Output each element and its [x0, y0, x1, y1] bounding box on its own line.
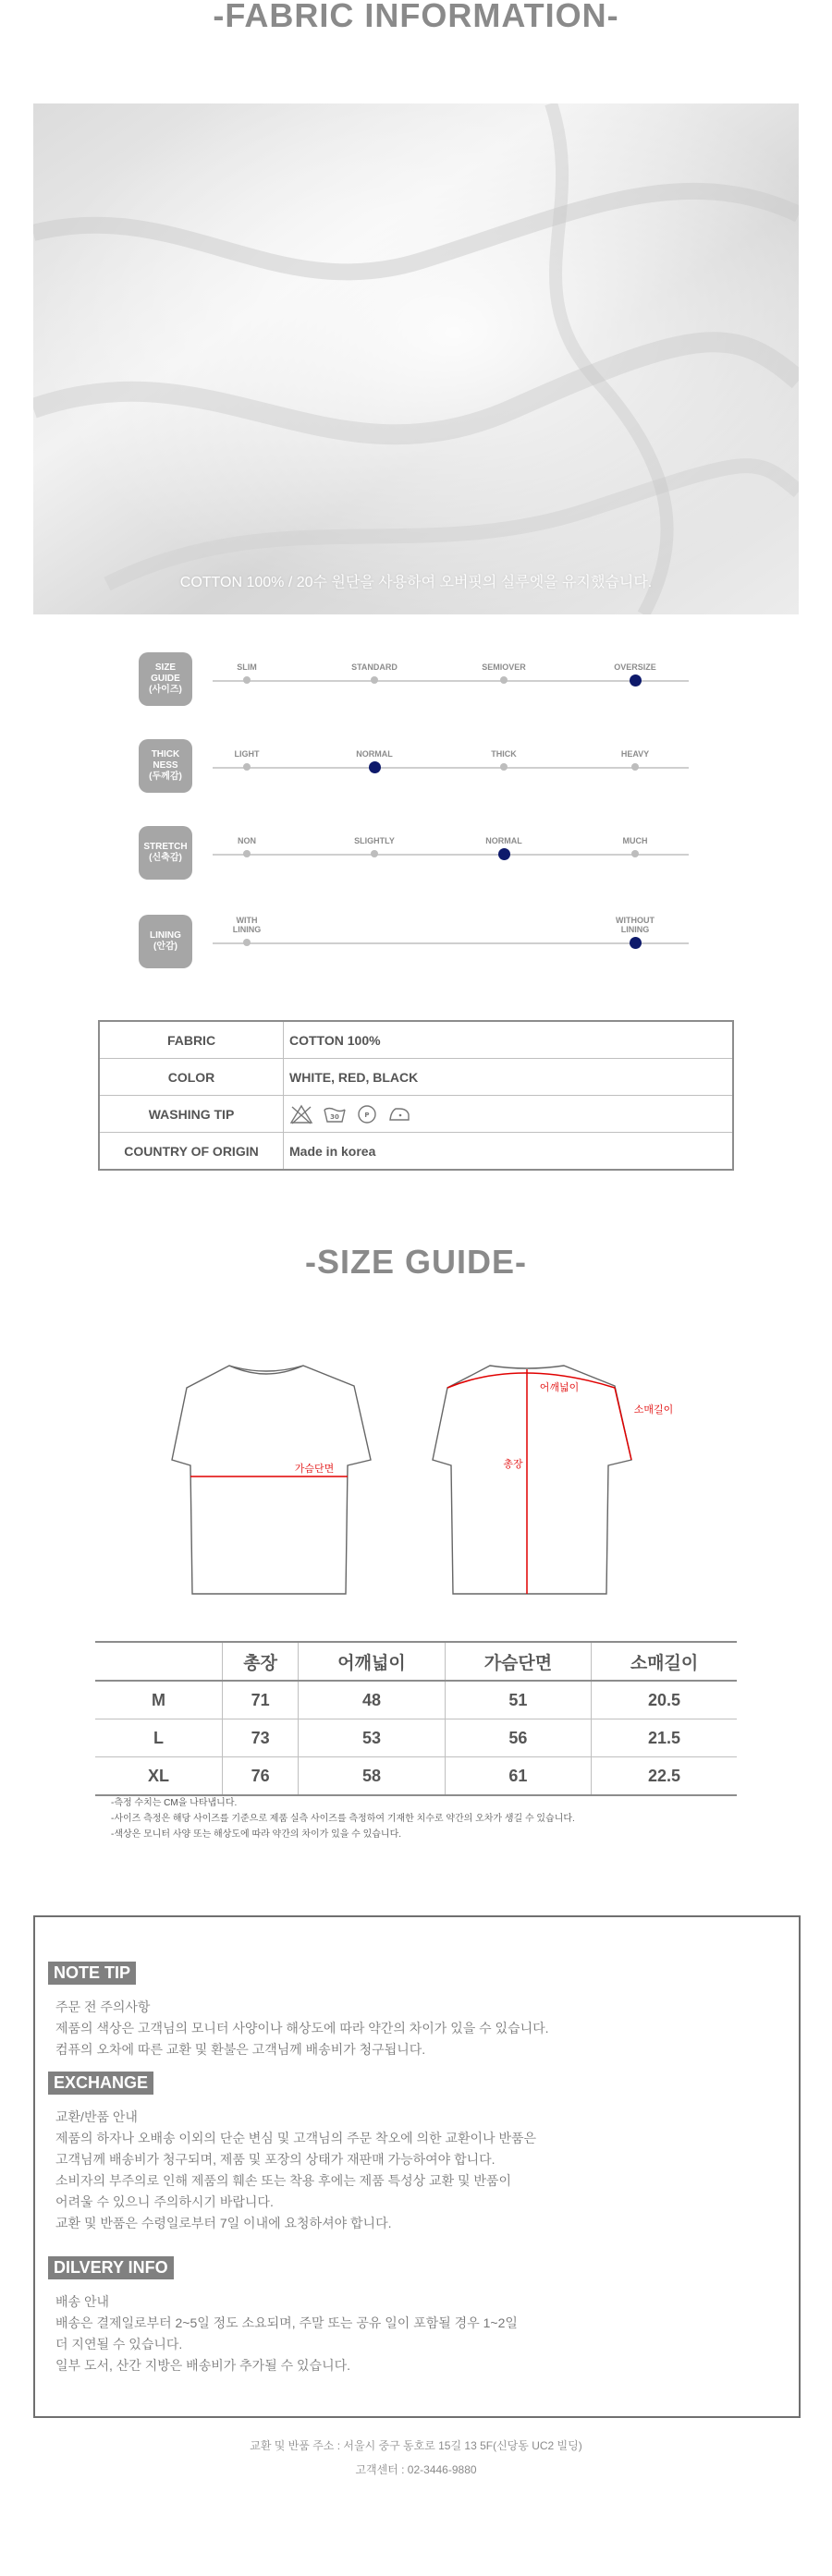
guide-dot — [500, 676, 508, 684]
notice-box — [33, 1915, 801, 2418]
guide-dot — [500, 763, 508, 771]
guide-point — [589, 739, 681, 771]
size-row-l — [95, 1719, 737, 1757]
length-label: 총장 — [503, 1458, 523, 1470]
size-notes — [111, 1795, 575, 1842]
svg-text:P: P — [364, 1111, 370, 1119]
guide-point — [328, 826, 421, 857]
size-cell: 53 — [299, 1719, 445, 1757]
size-cell: 71 — [223, 1681, 299, 1719]
guide-point — [201, 652, 293, 684]
guide-row — [139, 739, 693, 795]
guide-selected-dot — [630, 674, 642, 687]
guide-dot — [243, 676, 251, 684]
size-note: -사이즈 측정은 해당 사이즈를 기준으로 제품 실측 사이즈를 측정하여 기재한 치수로 약간의 오차가 생길 수 있습니다. — [111, 1814, 575, 1824]
guide-dot — [243, 763, 251, 771]
tshirt-front-drawing — [172, 1366, 371, 1594]
size-cell: 48 — [299, 1681, 445, 1719]
size-section-title: -SIZE GUIDE- — [304, 1243, 527, 1281]
guide-point-label: HEAVY — [620, 749, 650, 759]
size-cell: 22.5 — [592, 1757, 737, 1796]
size-row-m — [95, 1681, 737, 1719]
guide-selected-dot — [498, 848, 510, 860]
guide-point-label: MUCH — [622, 836, 648, 846]
guide-dot — [371, 850, 378, 857]
size-cell: XL — [95, 1757, 223, 1796]
size-table-header — [95, 1642, 737, 1681]
guide-point-label: SEMIOVER — [482, 662, 526, 673]
hand-wash-icon — [323, 1104, 347, 1124]
guide-point — [589, 915, 681, 949]
guide-point — [458, 826, 550, 860]
guide-point-label: THICK — [491, 749, 517, 759]
guide-point-label: WITHOUT LINING — [616, 916, 655, 935]
guide-dot — [631, 850, 639, 857]
size-header-cell: 소매길이 — [592, 1642, 737, 1681]
note-tip-heading: NOTE TIP — [48, 1962, 136, 1985]
guide-row — [139, 652, 693, 708]
guide-point — [201, 915, 293, 946]
fabric-photo — [33, 103, 799, 614]
guide-point-label: NORMAL — [485, 836, 522, 846]
size-header-cell: 어깨넓이 — [299, 1642, 445, 1681]
guide-point — [458, 652, 550, 684]
guide-dot — [243, 939, 251, 946]
info-key: COUNTRY OF ORIGIN — [99, 1133, 284, 1171]
guide-point — [458, 739, 550, 771]
dry-clean-icon — [356, 1104, 378, 1124]
fabric-texture-image — [33, 103, 799, 614]
sleeve-label: 소매길이 — [633, 1403, 674, 1416]
exchange-heading: EXCHANGE — [48, 2072, 153, 2095]
delivery-heading: DILVERY INFO — [48, 2256, 174, 2279]
delivery-body: 배송 안내 배송은 결제일로부터 2~5일 정도 소요되며, 주말 또는 공유 일이 포함될 경우 1~2일 더 지연될 수 있습니다. 일부 도서, 산간 지방은 배송비가 추가될 수 있습니다. — [55, 2294, 518, 2373]
guide-point-label: STANDARD — [351, 662, 398, 673]
size-table — [95, 1641, 737, 1796]
info-row-origin — [99, 1133, 733, 1171]
size-cell: 58 — [299, 1757, 445, 1796]
fabric-section-title: -FABRIC INFORMATION- — [213, 0, 619, 34]
svg-text:30: 30 — [330, 1112, 339, 1121]
guide-badge: SIZE GUIDE (사이즈) — [139, 652, 192, 706]
guide-badge: THICK NESS (두께감) — [139, 739, 192, 793]
size-cell: 21.5 — [592, 1719, 737, 1757]
washing-icons-cell — [284, 1096, 734, 1133]
size-cell: 73 — [223, 1719, 299, 1757]
guide-point — [589, 826, 681, 857]
fabric-caption: COTTON 100% / 20수 원단을 사용하여 오버핏의 실루엣을 유지했습니다. — [179, 575, 653, 590]
size-cell: L — [95, 1719, 223, 1757]
info-key: WASHING TIP — [99, 1096, 284, 1133]
size-header-cell: 총장 — [223, 1642, 299, 1681]
size-cell: 51 — [445, 1681, 591, 1719]
info-row-color — [99, 1059, 733, 1096]
guide-row — [139, 826, 693, 881]
guide-dot — [243, 850, 251, 857]
size-cell: M — [95, 1681, 223, 1719]
guide-point — [201, 826, 293, 857]
size-header-cell: 가슴단면 — [445, 1642, 591, 1681]
info-key: FABRIC — [99, 1021, 284, 1059]
footer-phone: 고객센터 : 02-3446-9880 — [355, 2463, 477, 2476]
guide-point — [328, 739, 421, 773]
info-row-fabric — [99, 1021, 733, 1059]
guide-dot — [371, 676, 378, 684]
size-note: -측정 수치는 CM을 나타냅니다. — [111, 1798, 238, 1808]
guide-badge: STRETCH (신축감) — [139, 826, 192, 880]
chest-label: 가슴단면 — [294, 1463, 335, 1475]
guide-selected-dot — [369, 761, 381, 773]
info-value: Made in korea — [284, 1133, 734, 1171]
guide-point-label: WITH LINING — [232, 916, 262, 935]
guide-point-label: NORMAL — [356, 749, 393, 759]
guide-point-label: SLIM — [237, 662, 257, 673]
guide-point-label: NON — [238, 836, 256, 846]
guide-point-label: SLIGHTLY — [354, 836, 395, 846]
no-bleach-icon — [289, 1104, 313, 1124]
guide-point — [201, 739, 293, 771]
info-row-washing — [99, 1096, 733, 1133]
size-cell: 76 — [223, 1757, 299, 1796]
size-note: -색상은 모니터 사양 또는 해상도에 따라 약간의 차이가 있을 수 있습니다. — [111, 1829, 402, 1840]
tshirt-size-diagram — [166, 1349, 684, 1598]
info-value: COTTON 100% — [284, 1021, 734, 1059]
footer-address: 교환 및 반품 주소 : 서울시 중구 동호로 15길 13 5F(신당동 UC2 빌딩) — [250, 2439, 582, 2452]
guide-point — [328, 652, 421, 684]
note-tip-body: 주문 전 주의사항 제품의 색상은 고객님의 모니터 사양이나 해상도에 따라 약간의 차이가 있을 수 있습니다. 컴퓨의 오차에 따른 교환 및 환불은 고객님께 배송비가 청구됩니다. — [55, 1999, 549, 2057]
guide-selected-dot — [630, 937, 642, 949]
size-cell: 20.5 — [592, 1681, 737, 1719]
guide-row — [139, 915, 693, 970]
size-cell: 56 — [445, 1719, 591, 1757]
tshirt-back-drawing — [433, 1366, 631, 1594]
guide-badge: LINING (안감) — [139, 915, 192, 968]
size-row-xl — [95, 1757, 737, 1796]
exchange-body: 교환/반품 안내 제품의 하자나 오배송 이외의 단순 변심 및 고객님의 주문 착오에 의한 교환이나 반품은 고객님께 배송비가 청구되며, 제품 및 포장의 상태가 재판매 가능하여야 합니다. 소비자의 부주의로 인해 제품의 훼손 또는 착용 후에는 제품 특성상 교환 및 반품이 어려울 수 있으니 주의하시기 바랍니다. 교환 및 반품은 수령일로부터 7일 이내에 요청하셔야 합니다. — [55, 2109, 537, 2230]
size-cell: 61 — [445, 1757, 591, 1796]
guide-dot — [631, 763, 639, 771]
info-key: COLOR — [99, 1059, 284, 1096]
info-value: WHITE, RED, BLACK — [284, 1059, 734, 1096]
size-header-cell — [95, 1642, 223, 1681]
guide-point-label: LIGHT — [234, 749, 260, 759]
guide-point-label: OVERSIZE — [614, 662, 656, 673]
product-info-table — [98, 1020, 734, 1171]
iron-low-icon — [387, 1104, 411, 1124]
guide-point — [589, 652, 681, 687]
shoulder-label: 어깨넓이 — [539, 1381, 580, 1393]
